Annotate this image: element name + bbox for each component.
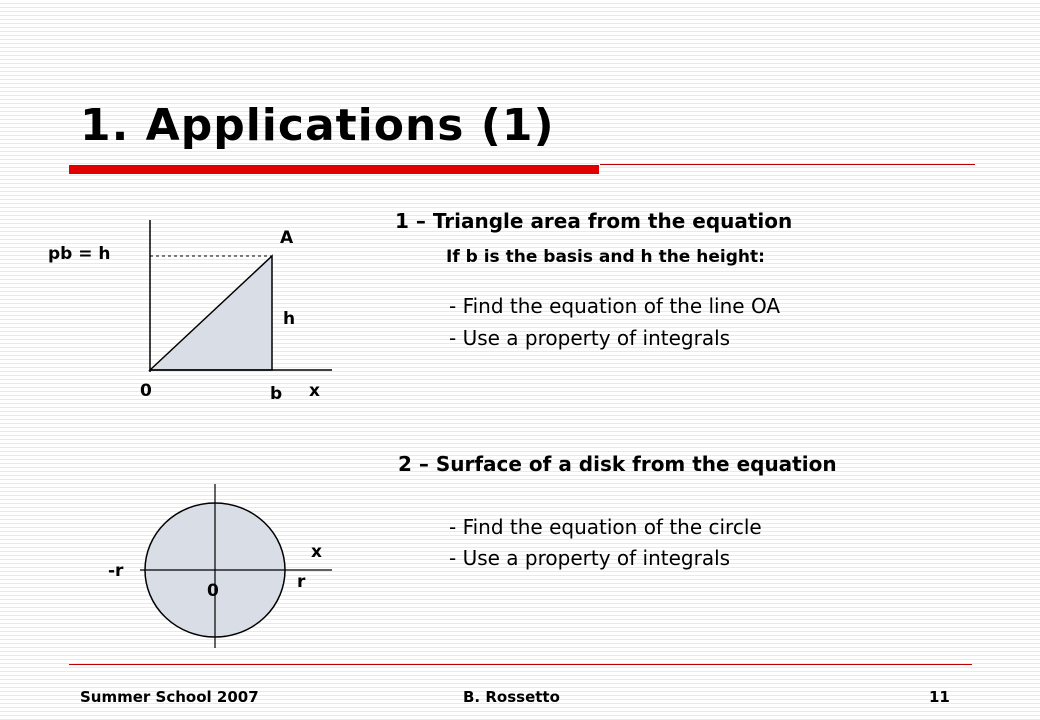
triangle-shape (150, 256, 272, 370)
footer-event: Summer School 2007 (80, 688, 259, 706)
label-height-h: h (283, 309, 296, 329)
label-minus-r: -r (108, 561, 124, 581)
triangle-diagram (150, 220, 332, 372)
footer-divider-line (69, 664, 972, 665)
label-axis-x: x (309, 381, 320, 401)
label-disk-axis-x: x (311, 542, 322, 562)
footer-page-number: 11 (929, 688, 950, 706)
disk-diagram (140, 484, 332, 648)
section2-heading: 2 – Surface of a disk from the equation (398, 452, 837, 476)
section1-subheading: If b is the basis and h the height: (446, 247, 765, 267)
footer-author: B. Rossetto (463, 688, 560, 706)
label-disk-origin: 0 (207, 581, 219, 601)
label-base-b: b (270, 384, 283, 404)
slide-title: 1. Applications (1) (80, 100, 555, 151)
label-pb-equals-h: pb = h (48, 244, 111, 264)
section2-bullet-1: - Find the equation of the circle (449, 515, 762, 539)
label-point-a: A (280, 228, 294, 248)
label-radius-r: r (297, 572, 306, 592)
section1-bullet-2: - Use a property of integrals (449, 326, 731, 350)
section1-bullet-1: - Find the equation of the line OA (449, 294, 781, 318)
section1-heading: 1 – Triangle area from the equation (395, 209, 793, 233)
label-origin: 0 (140, 381, 152, 401)
section2-bullet-2: - Use a property of integrals (449, 546, 731, 570)
